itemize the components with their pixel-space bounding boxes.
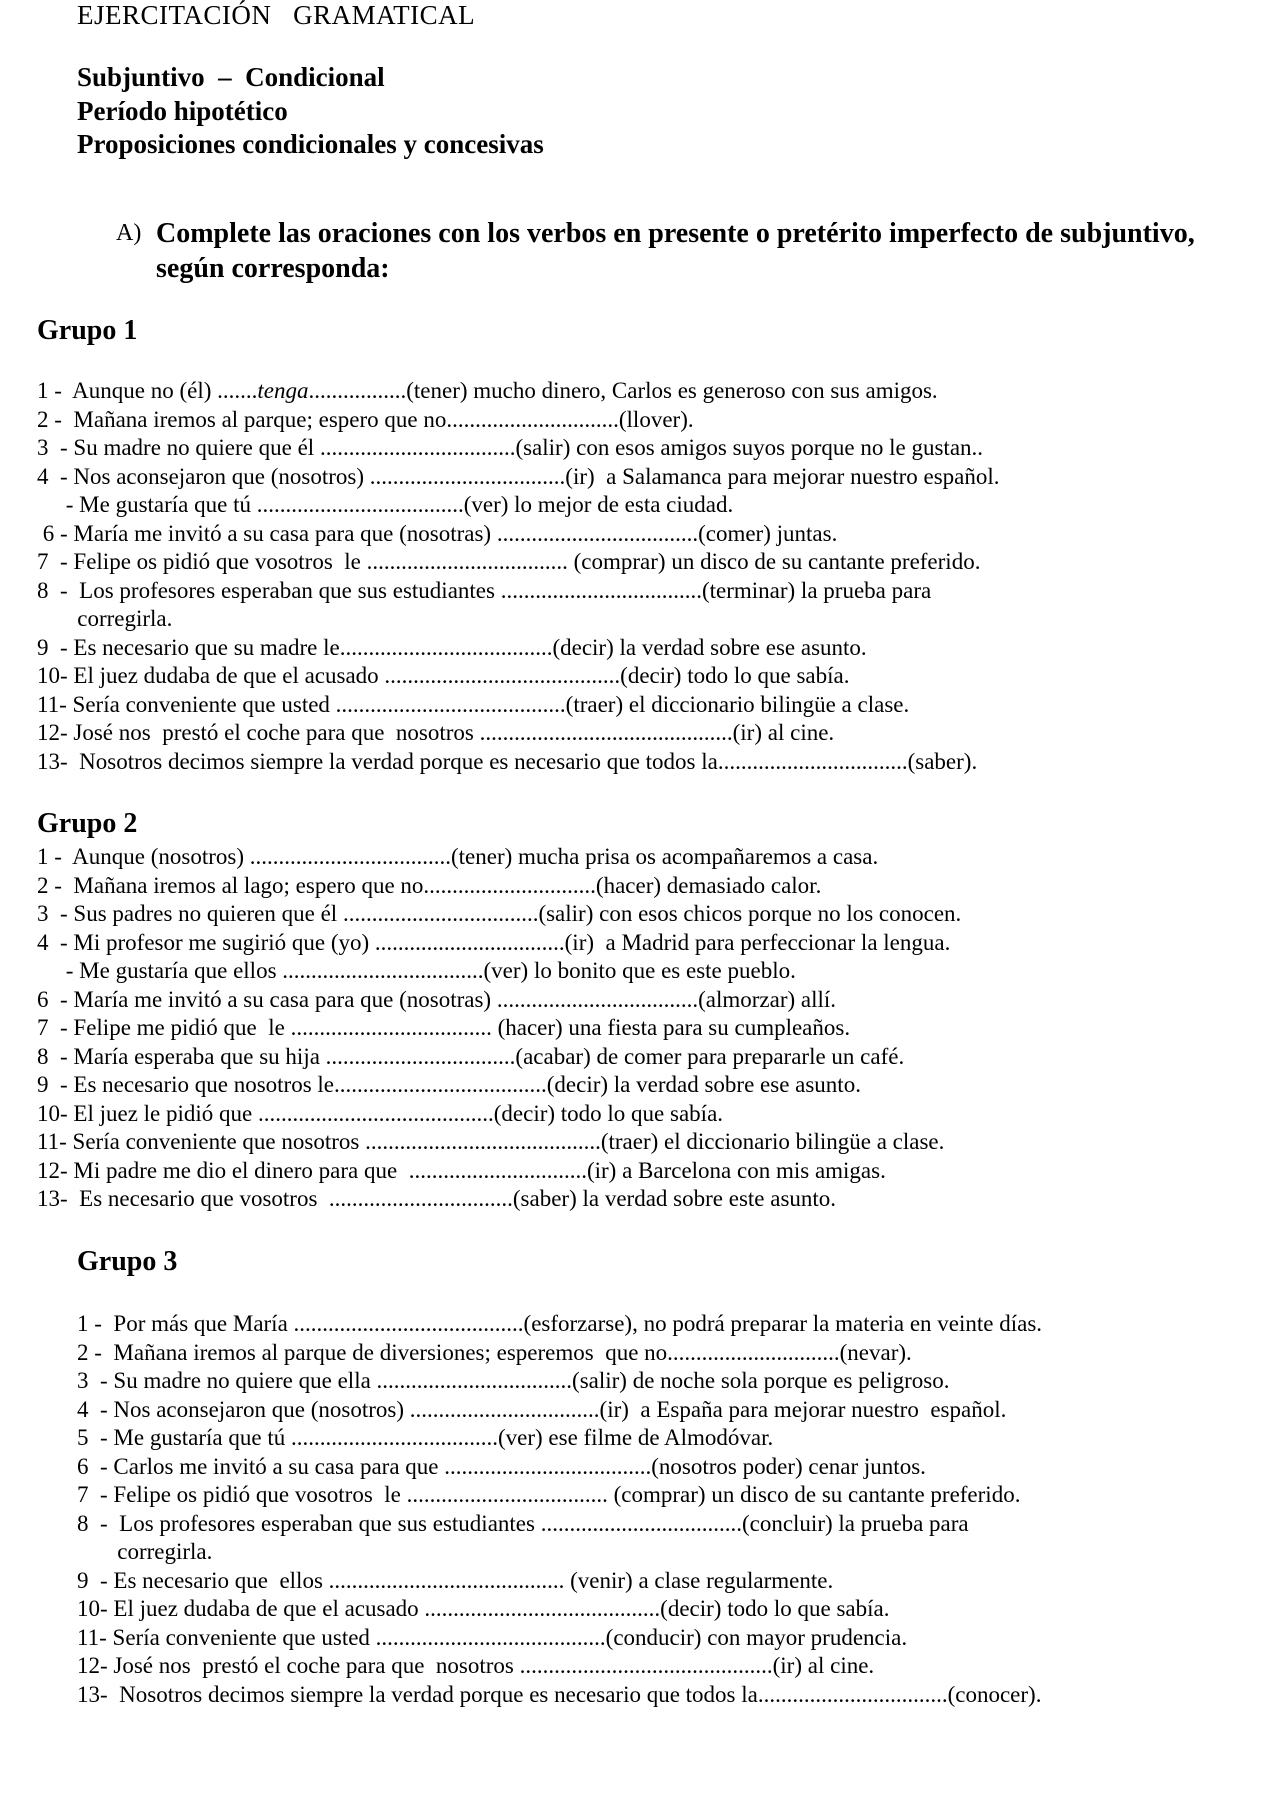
subtitle-propositions: Proposiciones condicionales y concesivas [77,129,544,159]
exercise-text: corregirla. [37,606,173,631]
exercise-text: 9 - Es necesario que nosotros le.....................................(decir) la verdad sobre ese asunto. [37,1072,861,1097]
exercise-line [37,900,961,929]
exercise-line [37,1100,961,1129]
exercise-line [77,1396,1042,1425]
exercise-line [37,1185,961,1214]
exercise-line [37,872,961,901]
exercise-text: 5 - Me gustaría que tú ....................................(ver) ese filme de Almodóvar. [77,1425,774,1450]
exercise-text: 1 - Aunque (nosotros) ...................................(tener) mucha prisa os acompañaremos a casa. [37,844,879,869]
exercise-text: 4 - Mi profesor me sugirió que (yo) .................................(ir) a Madrid para perfeccionar la lengua. [37,929,951,955]
group-2-exercise-list [37,843,961,1214]
exercise-line [37,957,961,986]
exercise-line [37,434,1000,463]
exercise-line [37,548,1000,577]
exercise-line [37,929,961,958]
exercise-text: 13- Nosotros decimos siempre la verdad porque es necesario que todos la.................................(conocer). [77,1681,1042,1707]
exercise-text: 11- Sería conveniente que nosotros .........................................(traer) el diccionario bilingüe a clase. [37,1129,945,1154]
group-1-exercise-list [37,377,1000,776]
exercise-text: - Me gustaría que tú ....................................(ver) lo mejor de esta ciudad. [37,492,734,517]
instruction-letter: A) [116,220,142,246]
exercise-line [37,719,1000,748]
exercise-line [37,577,1000,606]
group-2-title: Grupo 2 [37,808,138,839]
exercise-line [37,1128,961,1157]
exercise-line [37,1071,961,1100]
page-title: EJERCITACIÓN GRAMATICAL [77,0,476,30]
exercise-line [77,1339,1042,1368]
exercise-text: 10- El juez dudaba de que el acusado .........................................(decir) todo lo que sabía. [37,663,850,688]
exercise-text: 10- El juez dudaba de que el acusado .........................................(decir) todo lo que sabía. [77,1596,890,1621]
exercise-line [77,1424,1042,1453]
exercise-line [77,1567,1042,1596]
exercise-text: 3 - Sus padres no quieren que él ..................................(salir) con esos chicos porque no los conocen. [37,901,962,926]
exercise-line [37,634,1000,663]
exercise-text: 7 - Felipe me pidió que le ................................... (hacer) una fiesta para su cumpleaños. [37,1015,851,1040]
subtitle-topic: Subjuntivo – Condicional [77,62,385,92]
exercise-text: 7 - Felipe os pidió que vosotros le ................................... (comprar) un disco de su cantante preferido. [37,549,981,574]
exercise-text: 7 - Felipe os pidió que vosotros le ................................... (comprar) un disco de su cantante preferido. [77,1482,1021,1507]
exercise-line [37,406,1000,435]
exercise-text: 8 - Los profesores esperaban que sus estudiantes ...................................(concluir) la prueba para [77,1510,969,1536]
exercise-text: 2 - Mañana iremos al parque de diversiones; esperemos que no..............................(nevar). [77,1339,912,1365]
exercise-line [77,1510,1042,1539]
exercise-text: 6 - María me invitó a su casa para que (nosotras) ...................................(comer) juntas. [37,520,838,546]
exercise-line [37,463,1000,492]
exercise-text: 2 - Mañana iremos al lago; espero que no..............................(hacer) demasiado calor. [37,872,822,898]
exercise-text: 4 - Nos aconsejaron que (nosotros) .................................(ir) a España para mejorar nuestro español. [77,1396,1007,1422]
exercise-line [37,1014,961,1043]
example-answer: tenga [257,378,309,403]
exercise-text: 12- Mi padre me dio el dinero para que ...............................(ir) a Barcelona con mis amigas. [37,1157,886,1183]
exercise-text: 3 - Su madre no quiere que ella ..................................(salir) de noche sola porque es peligroso. [77,1368,950,1393]
exercise-text: 9 - Es necesario que ellos ......................................... (venir) a clase regularmente. [77,1567,834,1593]
group-3-exercise-list [77,1310,1042,1709]
exercise-line [77,1681,1042,1710]
exercise-text: 11- Sería conveniente que usted ........................................(conducir) con mayor prudencia. [77,1624,908,1650]
exercise-line [77,1367,1042,1396]
exercise-line [37,748,1000,777]
exercise-text: 3 - Su madre no quiere que él ..................................(salir) con esos amigos suyos porque no le gustan.. [37,435,984,460]
exercise-line [37,491,1000,520]
exercise-line [37,986,961,1015]
group-1-title: Grupo 1 [37,315,138,346]
exercise-line [37,377,1000,406]
exercise-line [77,1481,1042,1510]
exercise-text: 13- Es necesario que vosotros ................................(saber) la verdad sobre este asunto. [37,1186,837,1211]
exercise-line [77,1453,1042,1482]
exercise-text: 12- José nos prestó el coche para que nosotros ............................................(ir) al cine. [77,1653,875,1678]
exercise-line [77,1538,1042,1567]
exercise-text: 13- Nosotros decimos siempre la verdad porque es necesario que todos la.................................(saber). [37,748,978,774]
exercise-text: 8 - María esperaba que su hija .................................(acabar) de comer para prepararle un café. [37,1043,905,1069]
exercise-line [37,1043,961,1072]
exercise-line [37,662,1000,691]
exercise-text: 2 - Mañana iremos al parque; espero que no..............................(llover). [37,406,694,432]
exercise-line [77,1652,1042,1681]
exercise-text: - Me gustaría que ellos ...................................(ver) lo bonito que es este pueblo. [37,958,796,983]
exercise-line [37,520,1000,549]
exercise-line [37,691,1000,720]
group-3-title: Grupo 3 [77,1246,178,1277]
exercise-text: 10- El juez le pidió que .........................................(decir) todo lo que sabía. [37,1100,724,1126]
subtitle-period: Período hipotético [77,96,288,126]
exercise-text: 8 - Los profesores esperaban que sus estudiantes ...................................(terminar) la prueba para [37,577,932,603]
exercise-line [77,1310,1042,1339]
exercise-text: 4 - Nos aconsejaron que (nosotros) ..................................(ir) a Salamanca para mejorar nuestro español. [37,463,1000,489]
exercise-line [77,1595,1042,1624]
exercise-line [37,605,1000,634]
exercise-line [37,843,961,872]
exercise-line [37,1157,961,1186]
exercise-text: 1 - Por más que María ........................................(esforzarse), no podrá preparar la materia en veinte días. [77,1311,1043,1336]
exercise-line [77,1624,1042,1653]
exercise-text-continued: .................(tener) mucho dinero, Carlos es generoso con sus amigos. [308,378,938,403]
exercise-text: corregirla. [77,1539,213,1564]
exercise-text: 6 - Carlos me invitó a su casa para que ....................................(nosotros poder) cenar juntos. [77,1453,926,1479]
instruction-text: Complete las oraciones con los verbos en presente o pretérito imperfecto de subjuntivo, según corresponda: [156,218,1195,284]
exercise-text: 11- Sería conveniente que usted ........................................(traer) el diccionario bilingüe a clase. [37,691,910,717]
exercise-text: 12- José nos prestó el coche para que nosotros ............................................(ir) al cine. [37,720,835,745]
exercise-text: 9 - Es necesario que su madre le.....................................(decir) la verdad sobre ese asunto. [37,634,867,660]
exercise-text: 1 - Aunque no (él) ....... [37,378,258,403]
exercise-text: 6 - María me invitó a su casa para que (nosotras) ...................................(almorzar) allí. [37,986,837,1012]
